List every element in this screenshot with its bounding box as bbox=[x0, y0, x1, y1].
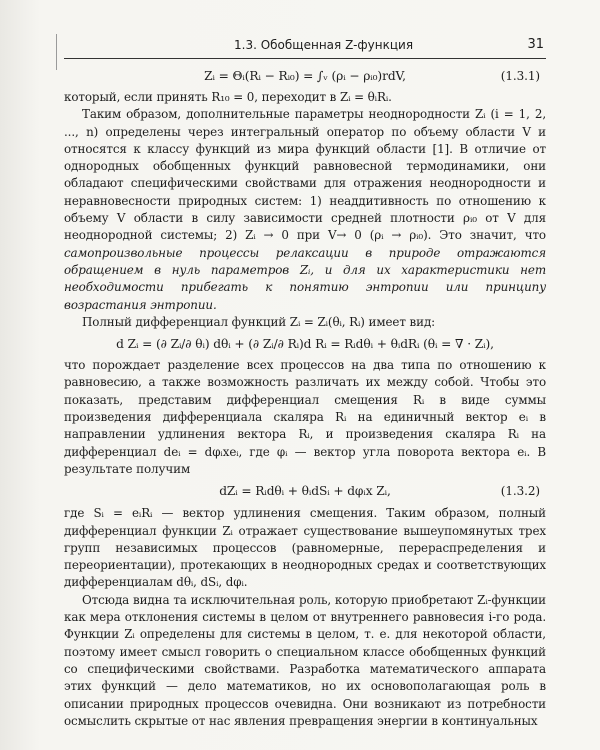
equation-1-3-1 bbox=[64, 63, 546, 89]
body-text bbox=[64, 63, 546, 730]
running-header-title: 1.3. Обобщенная Z-функция bbox=[234, 38, 414, 52]
paragraph-elongation: где Sᵢ = eᵢRᵢ — вектор удлинения смещения. Таким образом, полный дифференциал функции Zᵢ отражает существование вышеупомянутых трех групп независимых процессов (равномерные, перераспределения и переориентации), протекающих в неоднородных средах и соответствующих дифференциалам dθᵢ, dSᵢ, dφᵢ. bbox=[64, 506, 546, 590]
paragraph-z-functions-role: Отсюда видна та исключительная роль, которую приобретают Zᵢ-функции как мера отклонения системы в целом от внутреннего равновесия i-го рода. Функции Zᵢ определены для системы в целом, т. е. для некоторой области, поэтому имеет смысл говорить о специальном классе обобщенных функций со специфическими свойствами. Разработка математического аппарата этих функций — дело математиков, но их основополагающая роль в описании природных процессов очевидна. Они возникают из потребности осмыслить скрытые от нас явления превращения энергии в континуальных bbox=[64, 592, 546, 728]
page-spine-mark bbox=[56, 34, 57, 70]
paragraph-full-differential: Полный дифференциал функций Zᵢ = Zᵢ(θᵢ, Rᵢ) имеет вид: bbox=[82, 314, 436, 329]
paragraph-properties bbox=[64, 106, 546, 314]
equation-1-3-2-number: (1.3.2) bbox=[500, 484, 540, 499]
paragraph-properties-italic: самопроизвольные процессы релаксации в природе отражаются обращением в нуль параметров Zᵢ, и для их характеристики нет необходимости прибегать к понятию энтропии или принципу возрастания энтропии. bbox=[64, 245, 546, 312]
running-header bbox=[64, 36, 546, 59]
equation-1-3-2 bbox=[64, 478, 546, 505]
paragraph-process-types: что порождает разделение всех процессов на два типа по отношению к равновесию, а также возможность различать их между собой. Чтобы это показать, представим дифференциал смещения Rᵢ в виде суммы произведения дифференциала скаляра Rᵢ на единичный вектор eᵢ в направлении удлинения вектора Rᵢ, и произведения скаляра Rᵢ на дифференциал deᵢ = dφᵢxeᵢ, где φᵢ — вектор угла поворота вектора eᵢ. В результате получим bbox=[64, 358, 546, 476]
equation-1-3-1-number: (1.3.1) bbox=[500, 69, 540, 83]
equation-differential bbox=[64, 331, 546, 357]
page-number: 31 bbox=[527, 37, 544, 52]
equation-1-3-1-formula: Zᵢ = Θᵢ(Rᵢ − Rᵢ₀) = ∫ᵥ (ρᵢ − ρᵢ₀)rdV, bbox=[204, 69, 406, 83]
paragraph-continuation: который, если принять R₁₀ = 0, переходит в Zᵢ = θᵢRᵢ. bbox=[64, 90, 392, 104]
equation-1-3-2-formula: dZᵢ = Rᵢdθᵢ + θᵢdSᵢ + dφᵢx Zᵢ, bbox=[219, 484, 391, 499]
paragraph-properties-text: Таким образом, дополнительные параметры неоднородности Zᵢ (i = 1, 2, ..., n) определены через интегральный оператор по объему области V и относятся к классу функций из мира функций области [1]. В отличие от однородных обобщенных функций равновесной термодинамики, они обладают специфическими свойствами для отражения неоднородности и неравновесности природных систем: 1) неаддитивность по отношению к объему V области в силу зависимости средней плотности ρᵢ₀ от V для неоднородной системы; 2) Zᵢ → 0 при V→ 0 (ρᵢ → ρᵢ₀). Это значит, что bbox=[64, 107, 546, 243]
equation-differential-formula: d Zᵢ = (∂ Zᵢ/∂ θᵢ) dθᵢ + (∂ Zᵢ/∂ Rᵢ)d Rᵢ = Rᵢdθᵢ + θᵢdRᵢ (θᵢ = ∇ · Zᵢ), bbox=[116, 337, 494, 352]
